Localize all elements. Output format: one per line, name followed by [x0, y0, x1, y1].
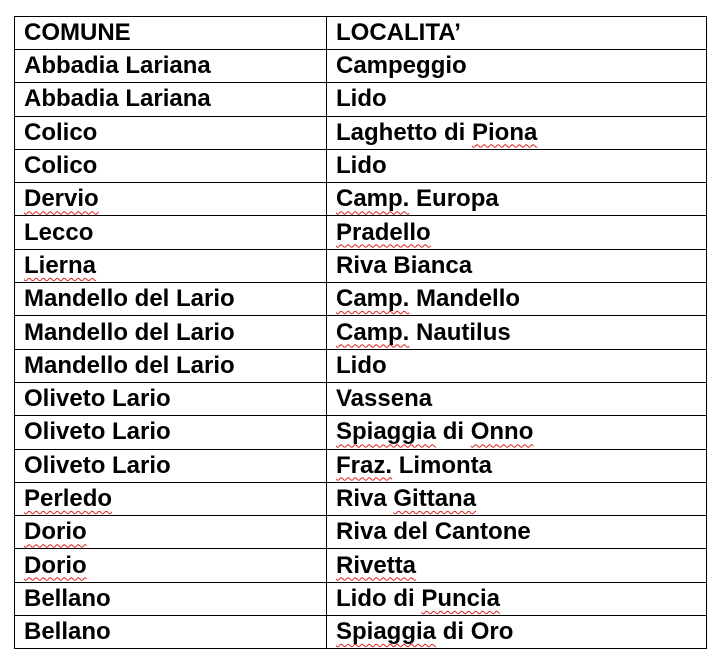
- comune-cell: Abbadia Lariana: [15, 50, 327, 83]
- localita-cell: Riva Bianca: [327, 249, 707, 282]
- comune-cell: Colico: [15, 116, 327, 149]
- header-row: [15, 17, 707, 50]
- localita-cell: Campeggio: [327, 50, 707, 83]
- comune-cell: [15, 549, 327, 582]
- comune-cell: Abbadia Lariana: [15, 83, 327, 116]
- table-row: [15, 482, 707, 515]
- spellcheck-word: Puncia: [421, 584, 501, 612]
- spellcheck-word: Perledo: [24, 485, 113, 512]
- header-comune: COMUNE: [15, 17, 327, 50]
- localita-cell: Lido: [327, 349, 707, 382]
- spellcheck-word: Spiaggia: [336, 618, 437, 646]
- localita-cell: Lido: [327, 83, 707, 116]
- comune-cell: [15, 516, 327, 549]
- comune-cell: Colico: [15, 149, 327, 182]
- table-row: [15, 249, 707, 282]
- table-row: [15, 516, 707, 549]
- table-row: [15, 50, 707, 83]
- spellcheck-word: Dorio: [24, 518, 87, 546]
- spellcheck-word: Spiaggia: [336, 418, 437, 446]
- spellcheck-word: Dorio: [24, 551, 87, 579]
- places-table: [14, 16, 707, 649]
- spellcheck-word: Fraz.: [336, 451, 393, 479]
- localita-text: Nautilus: [416, 318, 511, 346]
- localita-cell: [327, 549, 707, 582]
- comune-cell: [15, 249, 327, 282]
- comune-cell: Mandello del Lario: [15, 349, 327, 382]
- table-row: [15, 549, 707, 582]
- comune-cell: Oliveto Lario: [15, 449, 327, 482]
- table-row: [15, 616, 707, 649]
- localita-cell: [327, 482, 707, 515]
- localita-cell: Riva del Cantone: [327, 516, 707, 549]
- table-row: [15, 582, 707, 615]
- table-row: [15, 382, 707, 415]
- localita-text: Riva: [336, 485, 387, 512]
- comune-cell: [15, 482, 327, 515]
- table-row: [15, 316, 707, 349]
- localita-cell: [327, 316, 707, 349]
- spellcheck-word: Camp.: [336, 285, 410, 313]
- localita-cell: Vassena: [327, 382, 707, 415]
- comune-cell: Lecco: [15, 216, 327, 249]
- localita-text: Laghetto di: [336, 118, 466, 146]
- header-localita: LOCALITA’: [327, 17, 707, 50]
- spellcheck-word: Rivetta: [336, 551, 417, 579]
- spellcheck-word: Onno: [470, 418, 534, 446]
- spellcheck-word: Piona: [472, 118, 538, 146]
- localita-cell: [327, 449, 707, 482]
- localita-cell: [327, 582, 707, 615]
- table-row: [15, 216, 707, 249]
- spellcheck-word: Lierna: [24, 251, 97, 279]
- table-row: [15, 149, 707, 182]
- comune-cell: Mandello del Lario: [15, 316, 327, 349]
- localita-cell: Lido: [327, 149, 707, 182]
- localita-text: Mandello: [416, 285, 521, 313]
- comune-cell: Oliveto Lario: [15, 382, 327, 415]
- localita-cell: [327, 616, 707, 649]
- localita-cell: [327, 283, 707, 316]
- spellcheck-word: Camp.: [336, 318, 410, 346]
- spellcheck-word: Camp.: [336, 185, 410, 213]
- comune-cell: Mandello del Lario: [15, 283, 327, 316]
- localita-text: di: [442, 418, 465, 446]
- table-row: [15, 83, 707, 116]
- comune-cell: Oliveto Lario: [15, 416, 327, 449]
- localita-cell: [327, 416, 707, 449]
- comune-cell: Bellano: [15, 616, 327, 649]
- spellcheck-word: Pradello: [336, 218, 431, 246]
- table-row: [15, 183, 707, 216]
- localita-cell: [327, 216, 707, 249]
- localita-text: Europa: [416, 185, 499, 213]
- table-row: [15, 349, 707, 382]
- table-row: [15, 283, 707, 316]
- localita-text: Lido di: [336, 584, 415, 612]
- spellcheck-word: Gittana: [393, 485, 477, 512]
- table-row: [15, 416, 707, 449]
- spellcheck-word: Dervio: [24, 185, 99, 213]
- localita-text: Limonta: [398, 451, 493, 479]
- localita-cell: [327, 183, 707, 216]
- table-row: [15, 116, 707, 149]
- localita-cell: [327, 116, 707, 149]
- table-row: [15, 449, 707, 482]
- comune-cell: [15, 183, 327, 216]
- comune-cell: Bellano: [15, 582, 327, 615]
- localita-text: di Oro: [442, 618, 514, 646]
